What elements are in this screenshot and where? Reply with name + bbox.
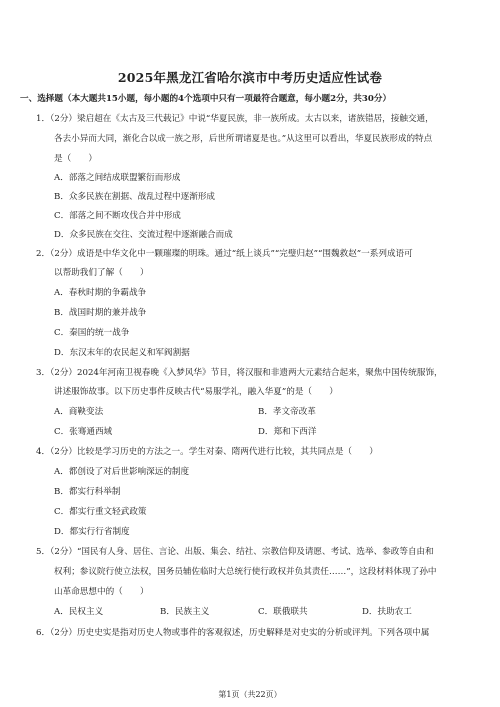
question-4-option-a: A．都创设了对后世影响深远的制度 (54, 467, 190, 477)
question-1-line-3: 是（ ） (54, 154, 97, 164)
question-1-option-d: D．众多民族在交往、交流过程中逐渐融合而成 (54, 230, 233, 240)
question-1-line-2: 各去小异而大同，渐化合以成一族之形，后世所谓诸夏是也。”从这里可以看出，华夏民族形成的特点 (54, 134, 433, 144)
question-5-line-3: 山革命思想中的（ ） (54, 587, 149, 597)
question-6-line-1: 6．（2分）历史史实是指对历史人物或事件的客观叙述，历史解释是对史实的分析或评判。下列各项中属 (36, 628, 430, 638)
question-4-option-d: D．都实行行省制度 (54, 527, 130, 537)
question-2-option-a: A．春秋时期的争霸战争 (54, 288, 147, 298)
question-3-option-b: B．孝文帝改革 (258, 407, 316, 417)
question-1-option-a: A．部落之间结成联盟繁衍而形成 (54, 173, 181, 183)
question-5-option-c: C．联俄联共 (258, 607, 308, 617)
question-1-option-c: C．部落之间不断攻伐合并中形成 (54, 211, 181, 221)
question-2-line-2: 以帮助我们了解（ ） (54, 268, 149, 278)
question-2-option-d: D．东汉末年的农民起义和军阀割据 (54, 348, 190, 358)
question-3-option-d: D．郑和下西洋 (258, 427, 317, 437)
question-2-option-c: C．秦国的统一战争 (54, 328, 130, 338)
question-2-line-1: 2．（2分）成语是中华文化中一颗璀璨的明珠。通过“纸上谈兵”“完璧归赵”“围魏救赵”一系列成语可 (36, 249, 413, 259)
question-4-option-c: C．都实行重文轻武政策 (54, 507, 147, 517)
question-3-line-1: 3．（2分）2024年河南卫视春晚《入梦风华》节目，将汉服和非遗两大元素结合起来，聚焦中国传统服饰， (36, 368, 443, 378)
question-4-option-b: B．都实行科举制 (54, 487, 121, 497)
question-1-line-1: 1．（2分）梁启超在《太古及三代载记》中说“华夏民族，非一族所成。太古以来，诸族错居，接触交通， (36, 114, 434, 124)
question-1-option-b: B．众多民族在割据、战乱过程中逐渐形成 (54, 192, 216, 202)
page-footer: 第1页（共22页） (218, 690, 282, 699)
question-5-line-2: 权利；参议院行使立法权，国务员辅佐临时大总统行使行政权并负其责任……”，这段材料体现了孙中 (54, 567, 437, 577)
question-2-option-b: B．战国时期的兼并战争 (54, 308, 147, 318)
question-5-line-1: 5．（2分）“国民有人身、居住、言论、出版、集会、结社、宗教信仰及请愿、考试、选举、参政等自由和 (36, 547, 434, 557)
section-heading: 一、选择题（本大题共15小题，每小题的4个选项中只有一项最符合题意，每小题2分，共30分） (20, 94, 392, 104)
question-4-line-1: 4．（2分）比较是学习历史的方法之一。学生对秦、隋两代进行比较，其共同点是（ ） (36, 447, 378, 457)
question-5-option-a: A．民权主义 (54, 607, 104, 617)
page-title: 2025年黑龙江省哈尔滨市中考历史适应性试卷 (117, 70, 383, 85)
question-3-option-c: C．张骞通西域 (54, 427, 113, 437)
question-3-option-a: A．商鞅变法 (54, 407, 104, 417)
question-5-option-d: D．扶助农工 (362, 607, 412, 617)
question-5-option-b: B．民族主义 (160, 607, 210, 617)
question-3-line-2: 讲述服饰故事。以下历史事件反映古代“易服学礼，融入华夏”的是（ ） (54, 387, 338, 397)
